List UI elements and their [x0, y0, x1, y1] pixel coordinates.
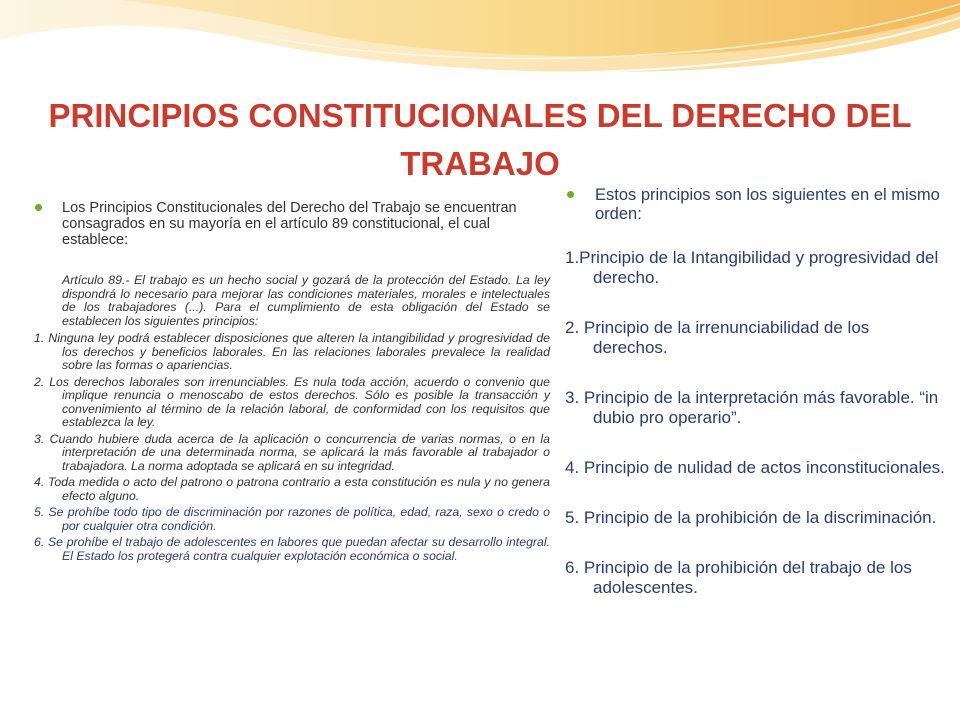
article-item: 6. Se prohíbe el trabajo de adolescentes en labores que puedan afectar su desarrollo integral. El Estado los protegerá contra cualquier explotación económica o social. — [34, 535, 550, 563]
left-intro-text: Los Principios Constitucionales del Derecho del Trabajo se encuentran consagrados en su mayoría en el artículo 89 constitucional, el cual establece: — [62, 200, 517, 248]
article-89-quote: Artículo 89.- El trabajo es un hecho social y gozará de la protección del Estado. La ley dispondrá lo necesario para mejorar las condiciones materiales, morales e intelectuales de los trabajadores (...). Para el cumplimiento de esta obligación del Estado se establecen los siguientes principios: — [62, 273, 550, 328]
principle-item: 4. Principio de nulidad de actos inconstitucionales. — [565, 458, 945, 477]
left-column — [30, 200, 550, 712]
article-item: 4. Toda medida o acto del patrono o patrona contrario a esta constitución es nula y no genera efecto alguno. — [34, 475, 550, 503]
decorative-swoosh-banner — [0, 0, 960, 90]
slide-title: PRINCIPIOS CONSTITUCIONALES DEL DERECHO DEL TRABAJO — [48, 97, 912, 182]
principle-item: 1.Principio de la Intangibilidad y progresividad del derecho. — [565, 248, 939, 287]
right-intro-bullet — [565, 186, 945, 224]
bullet-dot-icon — [567, 191, 574, 198]
principle-item: 5. Principio de la prohibición de la discriminación. — [565, 508, 937, 527]
article-item: 2. Los derechos laborales son irrenunciables. Es nula toda acción, acuerdo o convenio que implique renuncia o menoscabo de estos derechos. Sólo es posible la transacción y convenimiento al término de la relación laboral, de conformidad con los requisitos que establezca la ley. — [34, 374, 550, 429]
right-column — [565, 186, 945, 706]
right-intro-text: Estos principios son los siguientes en el mismo orden: — [595, 186, 940, 223]
article-item: 3. Cuando hubiere duda acerca de la aplicación o concurrencia de varias normas, o en la interpretación de una determinada norma, se aplicará la más favorable al trabajador o trabajadora. La norma adoptada se aplicará en su integridad. — [34, 431, 550, 473]
principle-item: 2. Principio de la irrenunciabilidad de los derechos. — [565, 318, 870, 357]
principle-item: 6. Principio de la prohibición del trabajo de los adolescentes. — [565, 558, 912, 597]
principle-item: 3. Principio de la interpretación más favorable. “in dubio pro operario”. — [565, 388, 939, 427]
principles-list — [565, 248, 945, 598]
article-items-list — [30, 332, 550, 563]
article-item: 5. Se prohíbe todo tipo de discriminación por razones de política, edad, raza, sexo o credo o por cualquier otra condición. — [34, 505, 550, 533]
article-item: 1. Ninguna ley podrá establecer disposiciones que alteren la intangibilidad y progresividad de los derechos y beneficios laborales. En las relaciones laborales prevalece la realidad sobre las formas o apariencias. — [34, 331, 550, 372]
bullet-dot-icon — [35, 204, 42, 211]
left-intro-bullet — [30, 200, 550, 248]
